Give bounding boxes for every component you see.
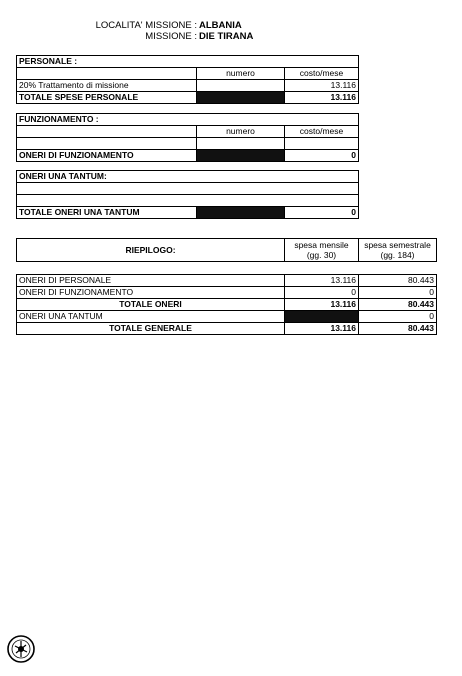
- riepilogo-row-semestrale: 0: [359, 311, 437, 323]
- riepilogo-col-semestrale: [359, 239, 437, 262]
- personale-table: [16, 55, 359, 104]
- riepilogo-row-semestrale: 80.443: [359, 323, 437, 335]
- table-row: [17, 275, 437, 287]
- funzionamento-col-numero: numero: [197, 126, 285, 138]
- personale-total-label: TOTALE SPESE PERSONALE: [17, 92, 197, 104]
- personale-col-costo: costo/mese: [285, 68, 359, 80]
- una-tantum-total-value: 0: [285, 207, 359, 219]
- una-tantum-title: ONERI UNA TANTUM:: [17, 171, 359, 183]
- table-row: [17, 311, 437, 323]
- riepilogo-row-mensile: 13.116: [285, 323, 359, 335]
- riepilogo-row-label: ONERI DI FUNZIONAMENTO: [17, 287, 285, 299]
- missione-value: DIE TIRANA: [199, 31, 254, 42]
- riepilogo-row-semestrale: 80.443: [359, 299, 437, 311]
- riepilogo-row-label: TOTALE GENERALE: [17, 323, 285, 335]
- redacted-block: [197, 150, 285, 162]
- table-row: [17, 299, 437, 311]
- riepilogo-col-semestrale-line1: spesa semestrale: [364, 240, 431, 250]
- missione-label: MISSIONE :: [145, 31, 197, 42]
- official-stamp: [6, 634, 36, 664]
- personale-col-numero: numero: [197, 68, 285, 80]
- funzionamento-table: [16, 113, 359, 162]
- personale-total-value: 13.116: [285, 92, 359, 104]
- funzionamento-col-costo: costo/mese: [285, 126, 359, 138]
- riepilogo-col-semestrale-line2: (gg. 184): [380, 250, 415, 260]
- table-row: [17, 323, 437, 335]
- riepilogo-row-label: TOTALE ONERI: [17, 299, 285, 311]
- riepilogo-col-mensile: [285, 239, 359, 262]
- redacted-block: [197, 92, 285, 104]
- funzionamento-total-value: 0: [285, 150, 359, 162]
- una-tantum-table: [16, 170, 359, 219]
- riepilogo-row-semestrale: 0: [359, 287, 437, 299]
- riepilogo-row-label: ONERI DI PERSONALE: [17, 275, 285, 287]
- riepilogo-row-mensile: 13.116: [285, 299, 359, 311]
- funzionamento-total-label: ONERI DI FUNZIONAMENTO: [17, 150, 197, 162]
- personale-row1-value: 13.116: [285, 80, 359, 92]
- riepilogo-col-mensile-line1: spesa mensile: [294, 240, 349, 250]
- redacted-block: [285, 311, 359, 323]
- una-tantum-total-label: TOTALE ONERI UNA TANTUM: [17, 207, 197, 219]
- riepilogo-table: [16, 274, 437, 335]
- riepilogo-col-mensile-line2: (gg. 30): [306, 250, 337, 260]
- table-row: [17, 287, 437, 299]
- personale-title: PERSONALE :: [17, 56, 359, 68]
- riepilogo-header-table: [16, 238, 437, 262]
- riepilogo-row-mensile: 0: [285, 287, 359, 299]
- redacted-block: [197, 207, 285, 219]
- localita-label: LOCALITA' MISSIONE :: [95, 20, 197, 31]
- riepilogo-row-mensile: 13.116: [285, 275, 359, 287]
- localita-value: ALBANIA: [199, 20, 242, 31]
- funzionamento-title: FUNZIONAMENTO :: [17, 114, 359, 126]
- riepilogo-row-label: ONERI UNA TANTUM: [17, 311, 285, 323]
- personale-row1-label: 20% Trattamento di missione: [17, 80, 197, 92]
- riepilogo-title: RIEPILOGO:: [17, 239, 285, 262]
- riepilogo-row-semestrale: 80.443: [359, 275, 437, 287]
